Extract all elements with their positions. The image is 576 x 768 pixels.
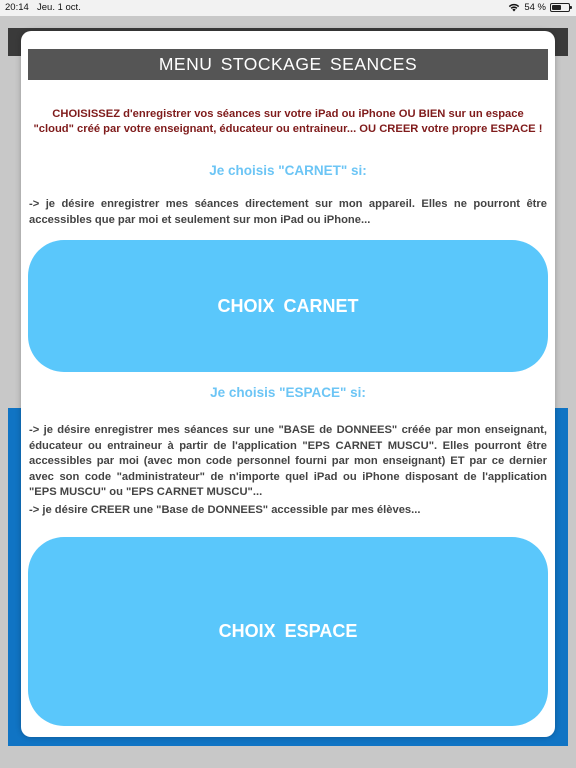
storage-menu-modal [21,31,555,737]
status-date: Jeu. 1 oct. [37,2,81,13]
espace-description-2: -> je désire CREER une "Base de DONNEES" accessible par mes élèves... [29,504,421,516]
choix-carnet-button[interactable]: CHOIX CARNET [28,240,548,372]
battery-percent: 54 % [524,2,546,13]
choix-espace-button[interactable]: CHOIX ESPACE [28,537,548,726]
status-right [508,2,570,13]
modal-title: MENU STOCKAGE SEANCES [28,49,548,80]
wifi-icon [508,3,520,12]
intro-text: CHOISISSEZ d'enregistrer vos séances sur votre iPad ou iPhone OU BIEN sur un espace "cloud" créé par votre enseignant, éducateur ou entraineur... OU CREER votre propre ESPACE ! [33,108,543,135]
status-time: 20:14 [5,2,29,13]
battery-icon [550,3,570,12]
carnet-description: -> je désire enregistrer mes séances directement sur mon appareil. Elles ne pourront être accessibles que par moi et seulement sur mon iPad ou iPhone... [29,198,547,226]
espace-description-1: -> je désire enregistrer mes séances sur une "BASE de DONNEES" créée par mon enseignant, éducateur ou entraineur à partir de l'application "EPS CARNET MUSCU". Elles pourront être accessibles par moi (avec mon code personnel fourni par mon enseignant) ET par ce dernier avec son code "administrateur" de n'importe quel iPad ou iPhone disposant de l'application "EPS MUSCU" ou "EPS CARNET MUSCU"... [29,424,547,499]
battery-fill [552,5,561,10]
carnet-heading: Je choisis "CARNET" si: [209,163,367,178]
espace-heading: Je choisis "ESPACE" si: [210,385,366,400]
status-bar [0,0,576,16]
